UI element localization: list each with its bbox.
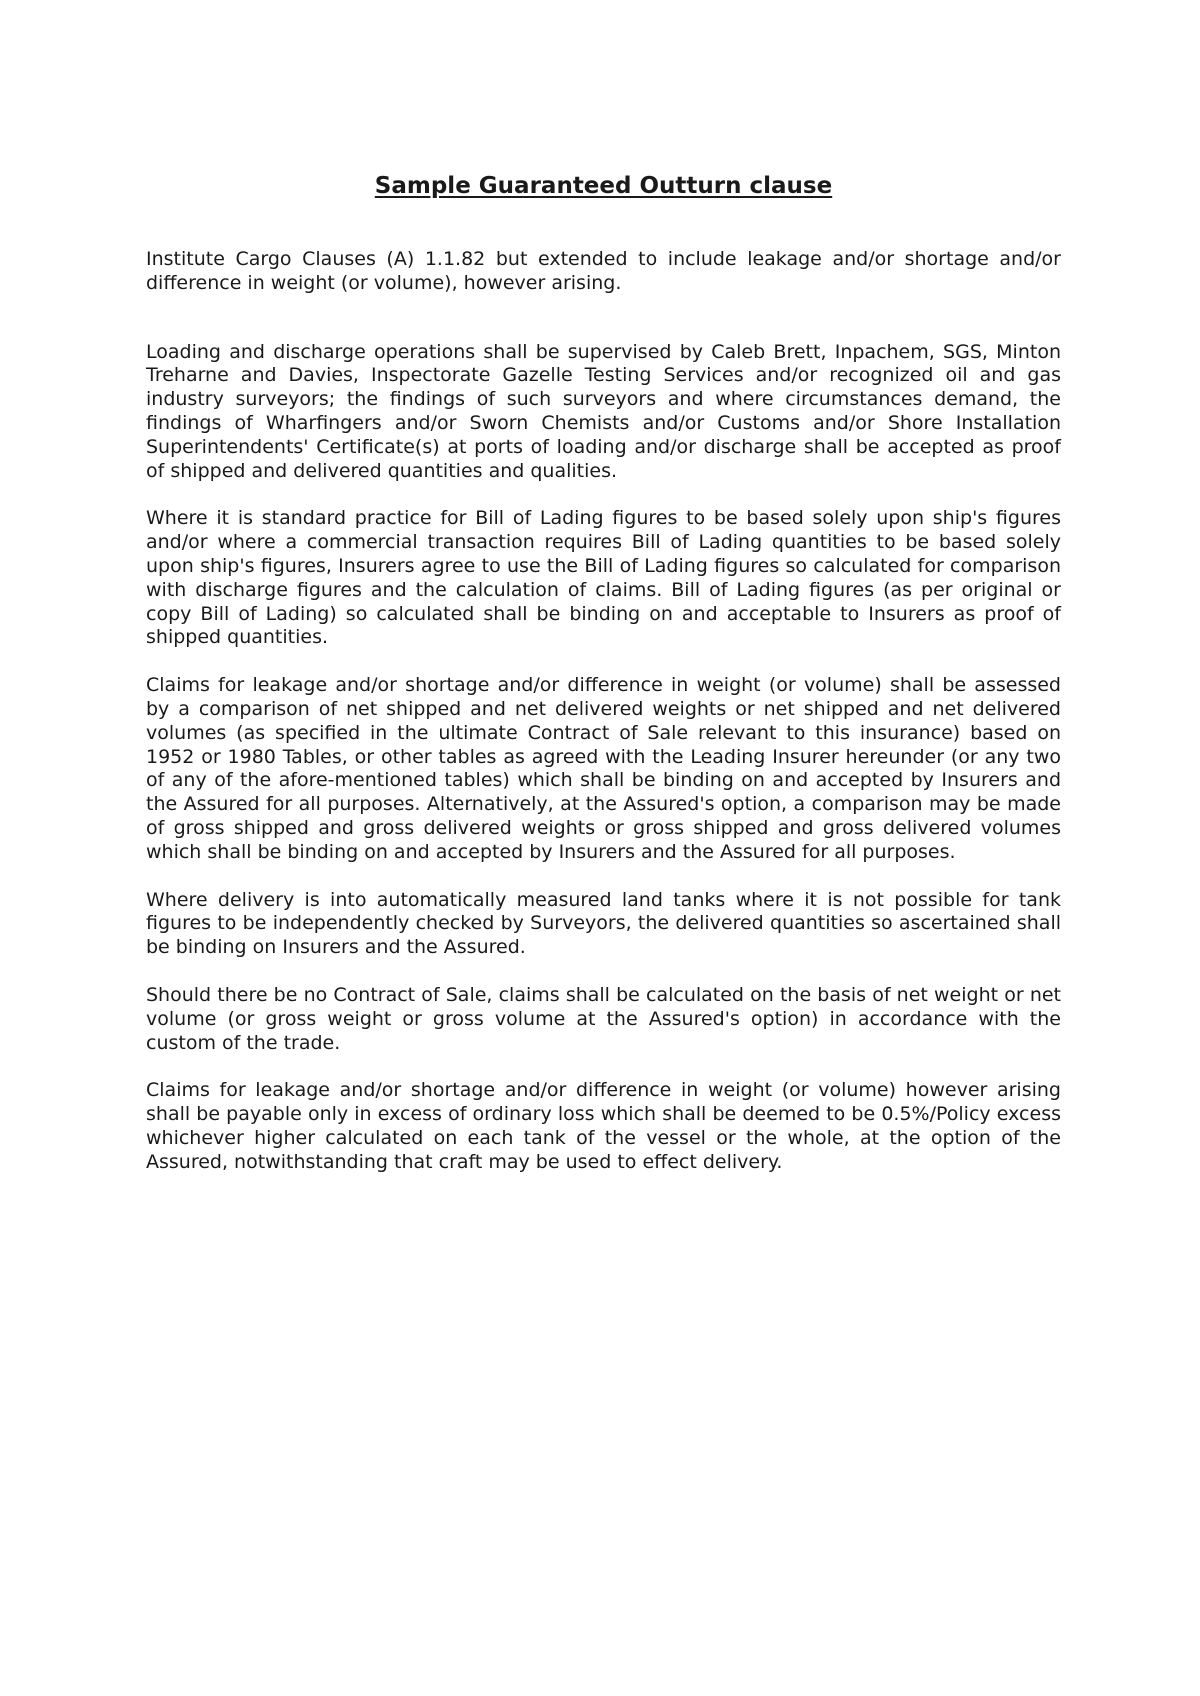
paragraph-7: Claims for leakage and/or shortage and/or difference in weight (or volume) however arising shall be payable only in excess of ordinary loss which shall be deemed to be 0.5%/Policy excess whichever higher calculated on each tank of the vessel or the whole, at the option of the Assured, notwithstanding that craft may be used to effect delivery. [146,1079,1061,1173]
paragraph-6: Should there be no Contract of Sale, claims shall be calculated on the basis of net weight or net volume (or gross weight or gross volume at the Assured's option) in accordance with the custom of the trade. [146,983,1061,1054]
paragraph-1: Institute Cargo Clauses (A) 1.1.82 but extended to include leakage and/or shortage and/or difference in weight (or volume), however arising. [146,248,1061,294]
paragraph-3: Where it is standard practice for Bill of Lading figures to be based solely upon ship's figures and/or where a commercial transaction requires Bill of Lading quantities to be based solely upon ship's figures, Insurers agree to use the Bill of Lading figures so calculated for comparison with discharge figures and the calculation of claims. Bill of Lading figures (as per original or copy Bill of Lading) so calculated shall be binding on and acceptable to Insurers as proof of shipped quantities. [146,507,1061,649]
document-page [146,170,1061,1199]
paragraph-5: Where delivery is into automatically measured land tanks where it is not possible for tank figures to be independently checked by Surveyors, the delivered quantities so ascertained shall be binding on Insurers and the Assured. [146,888,1061,959]
paragraph-4: Claims for leakage and/or shortage and/or difference in weight (or volume) shall be assessed by a comparison of net shipped and net delivered weights or net shipped and net delivered volumes (as specified in the ultimate Contract of Sale relevant to this insurance) based on 1952 or 1980 Tables, or other tables as agreed with the Leading Insurer hereunder (or any two of any of the afore-mentioned tables) which shall be binding on and accepted by Insurers and the Assured for all purposes. Alternatively, at the Assured's option, a comparison may be made of gross shipped and gross delivered weights or gross shipped and gross delivered volumes which shall be binding on and accepted by Insurers and the Assured for all purposes. [146,674,1061,863]
document-title: Sample Guaranteed Outturn clause [374,173,833,199]
paragraph-2: Loading and discharge operations shall be supervised by Caleb Brett, Inpachem, SGS, Minton Treharne and Davies, Inspectorate Gazelle Testing Services and/or recognized oil and gas industry surveyors; the findings of such surveyors and where circumstances demand, the findings of Wharfingers and/or Sworn Chemists and/or Customs and/or Shore Installation Superintendents' Certificate(s) at ports of loading and/or discharge shall be accepted as proof of shipped and delivered quantities and qualities. [146,340,1061,482]
